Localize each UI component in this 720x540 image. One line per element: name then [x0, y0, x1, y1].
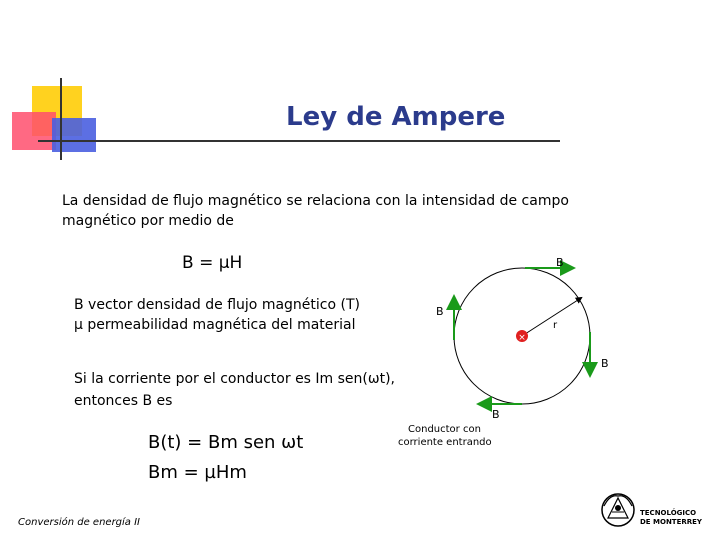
- label-b-top: B: [556, 256, 564, 269]
- label-radius: r: [553, 320, 558, 331]
- label-b-left: B: [436, 305, 444, 318]
- intro-text-line1: La densidad de flujo magnético se relaciona con la intensidad de campo: [62, 193, 569, 209]
- title-underline: [38, 140, 560, 142]
- decor-square-red: [12, 112, 56, 150]
- definition-mu: µ permeabilidad magnética del material: [74, 317, 356, 333]
- tec-logo-emblem-icon: [598, 488, 638, 532]
- current-text-line2: entonces B es: [74, 393, 173, 409]
- formula-bm: Bm = µHm: [148, 462, 247, 483]
- label-b-right: B: [601, 357, 609, 370]
- definition-b: B vector densidad de flujo magnético (T): [74, 297, 360, 313]
- footer-course-name: Conversión de energía II: [18, 517, 141, 528]
- slide-title: Ley de Ampere: [286, 102, 506, 132]
- decor-vertical-line: [60, 78, 62, 160]
- formula-b-mu-h: B = µH: [182, 253, 243, 273]
- magnetic-field-diagram: [400, 250, 620, 420]
- formula-b-of-t: B(t) = Bm sen ωt: [148, 432, 304, 453]
- intro-text-line2: magnético por medio de: [62, 213, 234, 229]
- decor-square-blue: [52, 118, 96, 152]
- conductor-mark: ×: [518, 333, 526, 343]
- conductor-label-line2: corriente entrando: [398, 437, 492, 448]
- label-b-bottom: B: [492, 408, 500, 421]
- current-text-line1: Si la corriente por el conductor es Im sen(ωt),: [74, 371, 396, 387]
- radius-arrow: [522, 298, 581, 336]
- conductor-label-line1: Conductor con: [408, 424, 481, 435]
- logo-text-line2: DE MONTERREY: [640, 518, 702, 526]
- logo-text-line1: TECNOLÓGICO: [640, 509, 697, 517]
